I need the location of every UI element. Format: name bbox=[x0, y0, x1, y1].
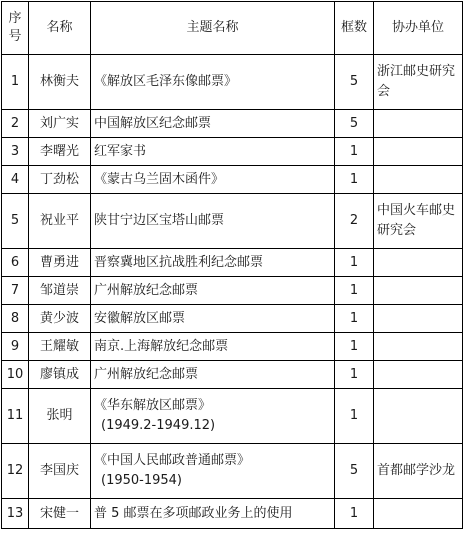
cell-theme: 《蒙古乌兰固木函件》 bbox=[91, 166, 335, 194]
cell-name: 黄少波 bbox=[29, 305, 91, 333]
cell-theme: 红军家书 bbox=[91, 138, 335, 166]
cell-unit bbox=[374, 166, 463, 194]
cell-seq: 12 bbox=[2, 444, 29, 499]
cell-theme: 南京.上海解放纪念邮票 bbox=[91, 333, 335, 361]
cell-seq: 11 bbox=[2, 389, 29, 444]
cell-theme bbox=[91, 389, 335, 444]
table-row bbox=[2, 361, 463, 389]
table-row bbox=[2, 194, 463, 249]
cell-theme-line2: (1950-1954) bbox=[101, 473, 183, 488]
table-row bbox=[2, 305, 463, 333]
cell-name: 林衡夫 bbox=[29, 55, 91, 110]
cell-frames: 1 bbox=[335, 138, 374, 166]
cell-theme-line1: 《中国人民邮政普通邮票》 bbox=[94, 453, 251, 468]
cell-name: 宋健一 bbox=[29, 499, 91, 529]
header-theme: 主题名称 bbox=[91, 2, 335, 55]
table-row bbox=[2, 444, 463, 499]
header-frames: 框数 bbox=[335, 2, 374, 55]
cell-frames: 1 bbox=[335, 499, 374, 529]
cell-name: 张明 bbox=[29, 389, 91, 444]
cell-frames: 2 bbox=[335, 194, 374, 249]
cell-frames: 1 bbox=[335, 277, 374, 305]
cell-seq: 2 bbox=[2, 110, 29, 138]
header-unit: 协办单位 bbox=[374, 2, 463, 55]
cell-seq: 10 bbox=[2, 361, 29, 389]
cell-frames: 1 bbox=[335, 389, 374, 444]
cell-name: 祝业平 bbox=[29, 194, 91, 249]
header-name: 名称 bbox=[29, 2, 91, 55]
cell-frames: 1 bbox=[335, 361, 374, 389]
cell-unit bbox=[374, 333, 463, 361]
cell-unit bbox=[374, 305, 463, 333]
cell-theme: 安徽解放区邮票 bbox=[91, 305, 335, 333]
cell-theme: 晋察冀地区抗战胜利纪念邮票 bbox=[91, 249, 335, 277]
cell-name: 王耀敏 bbox=[29, 333, 91, 361]
cell-seq: 13 bbox=[2, 499, 29, 529]
table-row bbox=[2, 110, 463, 138]
cell-seq: 7 bbox=[2, 277, 29, 305]
cell-unit bbox=[374, 361, 463, 389]
cell-seq: 5 bbox=[2, 194, 29, 249]
cell-unit: 浙江邮史研究会 bbox=[374, 55, 463, 110]
table-row bbox=[2, 277, 463, 305]
header-row bbox=[2, 2, 463, 55]
cell-name: 丁劲松 bbox=[29, 166, 91, 194]
cell-seq: 8 bbox=[2, 305, 29, 333]
cell-unit bbox=[374, 110, 463, 138]
cell-frames: 1 bbox=[335, 333, 374, 361]
cell-name: 廖镇成 bbox=[29, 361, 91, 389]
cell-unit bbox=[374, 277, 463, 305]
cell-seq: 4 bbox=[2, 166, 29, 194]
cell-theme-line1: 《华东解放区邮票》 bbox=[94, 398, 212, 413]
table-row bbox=[2, 55, 463, 110]
cell-theme: 《解放区毛泽东像邮票》 bbox=[91, 55, 335, 110]
cell-seq: 6 bbox=[2, 249, 29, 277]
cell-name: 李国庆 bbox=[29, 444, 91, 499]
cell-seq: 3 bbox=[2, 138, 29, 166]
cell-theme: 陕甘宁边区宝塔山邮票 bbox=[91, 194, 335, 249]
table-row bbox=[2, 389, 463, 444]
cell-theme: 广州解放纪念邮票 bbox=[91, 361, 335, 389]
header-seq: 序号 bbox=[2, 2, 29, 55]
cell-seq: 1 bbox=[2, 55, 29, 110]
table-row bbox=[2, 138, 463, 166]
cell-name: 邹道崇 bbox=[29, 277, 91, 305]
cell-unit bbox=[374, 499, 463, 529]
table-row bbox=[2, 333, 463, 361]
cell-frames: 5 bbox=[335, 444, 374, 499]
cell-frames: 1 bbox=[335, 166, 374, 194]
table-row bbox=[2, 166, 463, 194]
cell-theme bbox=[91, 444, 335, 499]
cell-frames: 5 bbox=[335, 55, 374, 110]
table-row bbox=[2, 249, 463, 277]
cell-theme: 普 5 邮票在多项邮政业务上的使用 bbox=[91, 499, 335, 529]
cell-unit bbox=[374, 249, 463, 277]
cell-unit bbox=[374, 138, 463, 166]
table-row bbox=[2, 499, 463, 529]
cell-unit bbox=[374, 389, 463, 444]
cell-frames: 5 bbox=[335, 110, 374, 138]
cell-theme-line2: (1949.2-1949.12) bbox=[101, 418, 216, 433]
cell-unit: 首都邮学沙龙 bbox=[374, 444, 463, 499]
cell-frames: 1 bbox=[335, 305, 374, 333]
cell-theme: 中国解放区纪念邮票 bbox=[91, 110, 335, 138]
cell-name: 刘广实 bbox=[29, 110, 91, 138]
cell-theme: 广州解放纪念邮票 bbox=[91, 277, 335, 305]
cell-name: 李曙光 bbox=[29, 138, 91, 166]
cell-seq: 9 bbox=[2, 333, 29, 361]
exhibit-table bbox=[1, 1, 463, 529]
cell-name: 曹勇进 bbox=[29, 249, 91, 277]
cell-unit: 中国火车邮史研究会 bbox=[374, 194, 463, 249]
cell-frames: 1 bbox=[335, 249, 374, 277]
